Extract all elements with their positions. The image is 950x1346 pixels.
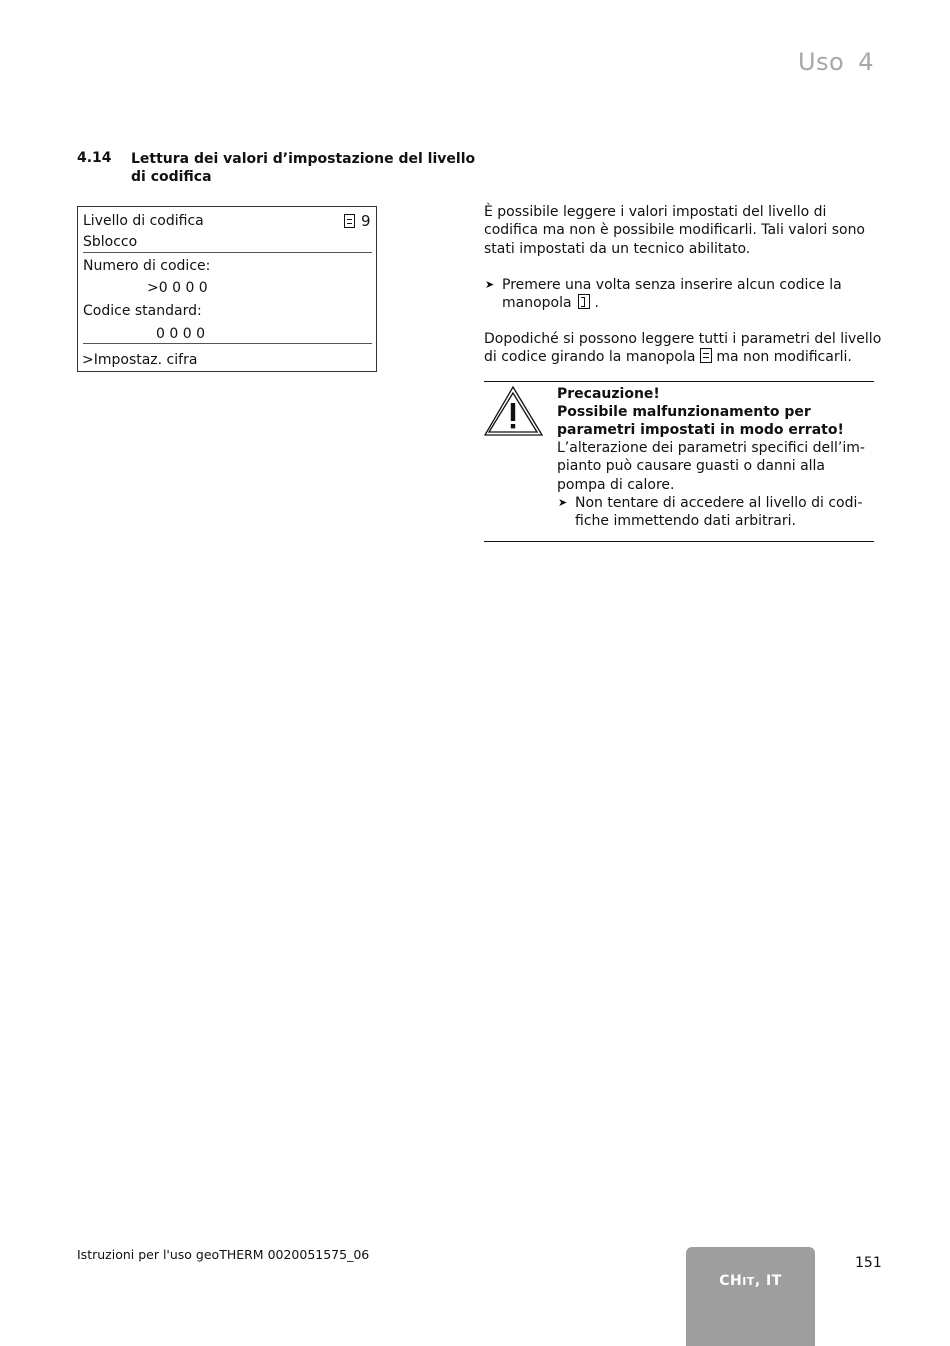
step-end: . (594, 295, 599, 312)
display-screen (77, 206, 377, 372)
footer-document-title: Istruzioni per l'uso geoTHERM 0020051575_06 (77, 1247, 370, 1262)
running-header (798, 48, 874, 76)
section-name: Uso (797, 48, 845, 76)
caution-step: Non tentare di accedere al livello di codifiche immettendo dati arbitrari. (575, 495, 863, 530)
rotary-knob-icon (700, 348, 712, 363)
section-title: Lettura dei valori d’impostazione del livello di codifica (131, 151, 476, 185)
display-code-label: Numero di codice: (83, 258, 211, 274)
display-standard-label: Codice standard: (83, 303, 202, 319)
display-line-title: Livello di codifica (83, 213, 204, 229)
warning-triangle-icon (484, 385, 544, 437)
section-number: 4 (858, 48, 874, 76)
after-text-2: ma non modificarli. (716, 349, 852, 366)
display-footer-option: >Impostaz. cifra (82, 352, 198, 368)
page-number: 151 (855, 1255, 882, 1271)
language-tab (686, 1247, 815, 1346)
caution-title: Precauzione! (557, 386, 660, 402)
step-arrow-icon: ➤ (485, 278, 495, 291)
caution-bottom-rule (484, 541, 874, 542)
display-standard-value: 0 0 0 0 (156, 326, 205, 342)
caution-arrow-icon: ➤ (558, 496, 568, 509)
caution-headline: Possibile malfunzionamento per parametri impostati in modo errato! (557, 404, 844, 439)
section-number-heading: 4.14 (77, 150, 112, 166)
display-code-value: >0 0 0 0 (147, 280, 208, 296)
after-paragraph (484, 330, 884, 367)
caution-top-rule (484, 381, 874, 382)
push-knob-icon (578, 294, 590, 309)
menu-knob-icon (344, 214, 355, 228)
display-line-status: Sblocco (83, 234, 138, 250)
caution-text: L’alterazione dei parametri specifici dell’impianto può causare guasti o danni alla pompa di calore. (557, 440, 865, 493)
display-level-number: 9 (361, 212, 371, 230)
step-text: Premere una volta senza inserire alcun codice la manopola (502, 277, 842, 312)
instruction-step (502, 276, 882, 313)
language-label: CHIT, IT (719, 1273, 782, 1289)
display-divider (83, 252, 372, 253)
display-divider (83, 343, 372, 344)
intro-paragraph: È possibile leggere i valori impostati del livello di codifica ma non è possibile modificarli. Tali valori sono stati impostati da un tecnico abilitato. (484, 204, 866, 257)
after-text-1: Dopodiché si possono leggere tutti i parametri del livello di codice girando la manopola (484, 331, 882, 366)
